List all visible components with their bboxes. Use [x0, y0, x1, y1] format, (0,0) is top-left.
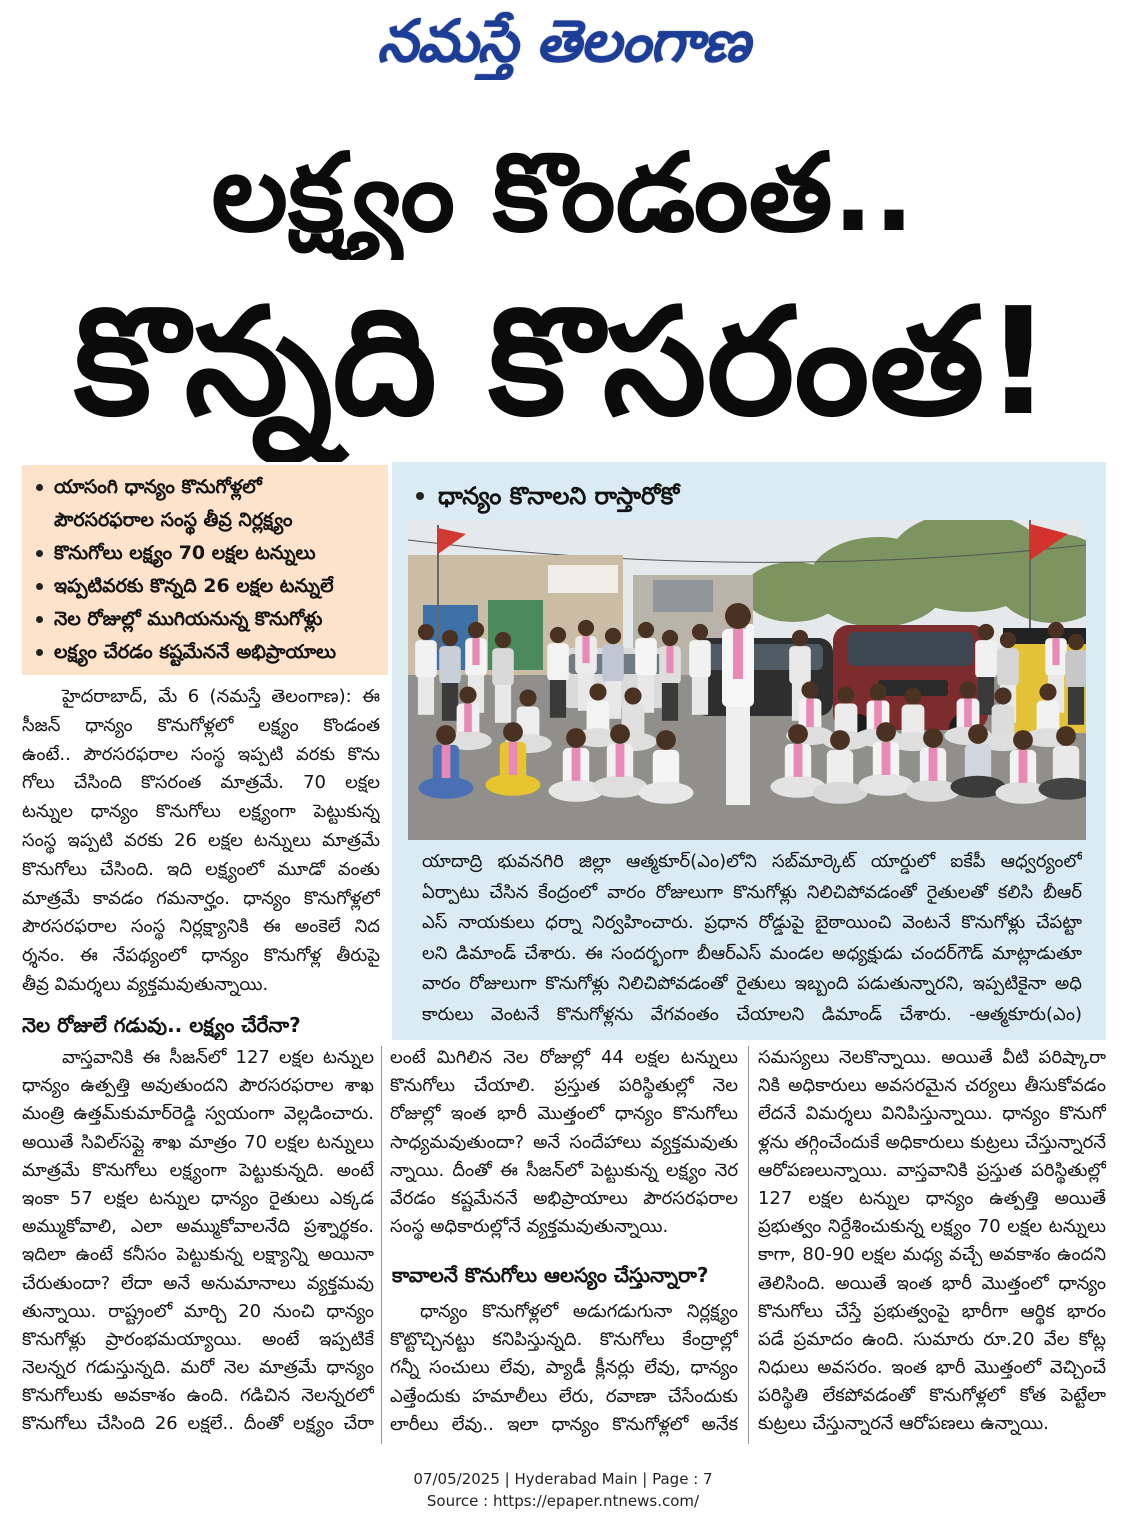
body-line: గోలు చేసింది కొసరంత మాత్రమే. 70 లక్షల: [22, 772, 380, 794]
body-line: ధాన్యం కొనుగోళ్లలో అడుగడుగునా నిర్లక్ష్యం: [420, 1301, 738, 1322]
photo-person-head: [519, 689, 536, 706]
body-line: న్నాయి. దీంతో ఈ సీజన్‌లో పెట్టుకున్న లక్ష్యం నెర: [390, 1159, 738, 1181]
photo-person-head: [566, 728, 586, 748]
body-line: 127 లక్షల టన్నుల ధాన్యం ఉత్పత్తి అయితే: [758, 1187, 1106, 1209]
photo-person-head: [792, 630, 808, 646]
footer-source: Source : https://epaper.ntnews.com/: [426, 1492, 700, 1510]
body-line: వేరడం కష్టమేననే అభిప్రాయాలు పౌరసరఫరాల: [390, 1187, 738, 1209]
photo-person-body: [689, 640, 711, 678]
body-line: కొనుగోలు చేస్తే ప్రభుత్వంపై భారీగా ఆర్థిక భారం: [758, 1300, 1106, 1322]
body-line: సాధ్యమవుతుందా? అనే సందేహాలు వ్యక్తమవుతు: [390, 1131, 738, 1153]
bullet-icon: [36, 484, 43, 491]
photo-person-head: [923, 728, 943, 748]
body-line: అయితే సివిల్‌సప్లై శాఖ మాత్రం 70 లక్షల టన్నులు: [22, 1131, 374, 1153]
photo-person-head: [436, 725, 456, 745]
photo-person-head: [959, 681, 976, 698]
photo-person-body: [415, 640, 437, 678]
photo-person-head: [495, 632, 511, 648]
body-line: ర్శనం. ఈ నేపథ్యంలో ధాన్యం కొనుగోళ్ల తీరుపై: [22, 945, 380, 967]
photo-person-scarf: [806, 699, 814, 728]
photo-person-scarf: [582, 636, 589, 663]
photo-person-lap: [859, 774, 914, 796]
photo-person-head: [788, 724, 808, 744]
highlight-text: యాసంగి ధాన్యం కొనుగోళ్లలో: [54, 476, 262, 498]
body-line: మంత్రి ఉత్తమ్‌కుమార్‌రెడ్డి స్వయంగా వెల్లడించారు.: [22, 1103, 374, 1125]
photo-person-legs: [550, 680, 566, 718]
body-line: టన్నుల ధాన్యం కొనుగోలు లక్ష్యంగా పెట్టుకున్న: [22, 801, 380, 823]
photo-speaker-arm: [746, 624, 754, 652]
photo-person-head: [550, 627, 566, 643]
photo-car-windshield: [848, 632, 973, 666]
photo-person-head: [830, 730, 850, 750]
photo-person-lap: [486, 774, 541, 796]
protest-photo: [408, 520, 1086, 840]
body-line: పరిస్థితి లేకపోవడంతో కొనుగోళ్లలో కోత పెట్టేలా: [758, 1385, 1106, 1407]
photo-person-head: [837, 686, 854, 703]
body-line: రోజుల్లో ఇంత భారీ మొత్తంలో ధాన్యం కొనుగోలు: [390, 1103, 738, 1125]
highlight-text: పౌరసరఫరాల సంస్థ తీవ్ర నిర్లక్ష్యం: [54, 509, 293, 531]
body-line: పడే ప్రమాదం ఉంది. సుమారు రూ.20 వేల కోట్ల: [758, 1328, 1106, 1350]
photo-person-body: [975, 640, 997, 678]
photo-person-scarf: [509, 742, 518, 775]
body-line: వాస్తవానికి ఈ సీజన్‌లో 127 లక్షల టన్నుల: [62, 1047, 374, 1068]
highlight-text: కొనుగోలు లక్ష్యం 70 లక్షల టన్నులు: [54, 542, 316, 564]
caption-line: యాదాద్రి భువనగిరి జిల్లా ఆత్మకూర్(ఎం)లోని సబ్‌మార్కెట్ యార్డులో ఐకేపీ ఆధ్వర్యంలో: [422, 851, 1082, 872]
body-line: కాగా, 80-90 లక్షల మధ్య వచ్చే అవకాశం ఉందని: [758, 1244, 1106, 1266]
body-line: ధాన్యం ఉత్పత్తి అవుతుందని పౌరసరఫరాల శాఖ: [22, 1075, 374, 1097]
photo-person-head: [589, 683, 606, 700]
photo-person-body: [635, 638, 657, 676]
caption-line: లని డిమాండ్ చేశారు. ఈ సందర్భంగా బీఆర్ఎస్ మండల అధ్యక్షుడు చందర్‌గౌడ్ మాట్లాడుతూ: [422, 942, 1082, 964]
body-line: కొనుగోళ్లు ప్రారంభమయ్యాయి. అంటే ఇప్పటికే: [22, 1328, 374, 1350]
body-line: తెలిసింది. అయితే ఇంత భారీ మొత్తంలో ధాన్యం: [758, 1272, 1106, 1294]
column-rule: [748, 1046, 749, 1444]
body-line: నిధులు అవసరం. ఇంత భారీ మొత్తంలో వెచ్చించే: [758, 1357, 1106, 1379]
photo-person-scarf: [882, 742, 891, 775]
body-line: కొనుగోలు చేయాలి. ప్రస్తుత పరిస్థితుల్లో నెల: [390, 1075, 738, 1097]
bullet-icon: [36, 583, 43, 590]
body-line: నెలన్నర గడుస్తున్నది. మరో నెల మాత్రమే ధాన్యం: [22, 1357, 374, 1379]
footer-edition-info: 07/05/2025 | Hyderabad Main | Page : 7: [413, 1470, 713, 1488]
photo-person-lap: [639, 782, 694, 804]
photo-person-head: [994, 687, 1011, 704]
photo-person-body: [997, 648, 1019, 686]
body-line: కొనుగోలు చేసింది. ఇది లక్ష్యంలో మూడో వంతు: [22, 858, 380, 880]
photo-person-head: [459, 686, 476, 703]
body-line: ఉంటే.. పౌరసరఫరాల సంస్థ ఇప్పటి వరకు కొను: [22, 743, 380, 765]
photo-shop-sign: [548, 565, 618, 593]
photo-person-body: [1065, 650, 1086, 688]
column-2-text: [390, 1044, 738, 1241]
photo-person-scarf: [572, 748, 581, 781]
photo-person-scarf: [1052, 638, 1059, 665]
bullet-icon: [36, 616, 43, 623]
highlights-box: [22, 465, 388, 675]
photo-box: [392, 462, 1106, 1040]
photo-person-head: [610, 724, 630, 744]
photo-person-legs: [1068, 687, 1084, 725]
photo-person-head: [1013, 730, 1033, 750]
column-2-section-text: [390, 1298, 738, 1439]
photo-person-legs: [662, 683, 678, 721]
caption-line: కారులు వెంటనే కొనుగోళ్లను వేగవంతం చేయాలని డిమాండ్ చేశారు. -ఆత్మకూరు(ఎం): [422, 1003, 1082, 1025]
photo-person-scarf: [464, 704, 472, 733]
body-line: సంస్థ ఇప్పటి వరకు 26 లక్షల టన్నులు మాత్రమే: [22, 829, 380, 851]
photo-speaker-scarf: [733, 629, 743, 679]
photo-person-legs: [442, 683, 458, 721]
body-line: ప్రభుత్వం నిర్దేశించుకున్న లక్ష్యం 70 లక్షల టన్నులు: [758, 1216, 1106, 1238]
body-line: ఆరోపణలున్నాయి. వాస్తవానికి ప్రస్తుత పరిస్థితుల్లో: [758, 1159, 1106, 1181]
body-line: అమ్ముకోవాలి, ఎలా అమ్ముకోవాలనేది ప్రశ్నార్థకం.: [22, 1216, 374, 1238]
photo-title-text: ధాన్యం కొనాలని రాస్తారోకో: [438, 482, 680, 510]
photo-person-scarf: [964, 699, 972, 728]
body-line: సంస్థ అధికారుల్లోనే వ్యక్తమవుతున్నాయి.: [390, 1216, 669, 1238]
photo-person-scarf: [616, 744, 625, 777]
photo-person-head: [662, 630, 678, 646]
body-line: ఇంకా 57 లక్షల టన్నుల ధాన్యం రైతులు ఎక్కడ: [22, 1187, 374, 1209]
photo-person-head: [876, 722, 896, 742]
body-line: మాత్రమే కావడం గమనార్హం. ధాన్యం కొనుగోళ్లలో: [22, 887, 380, 909]
photo-person-head: [968, 724, 988, 744]
column-3-text: [758, 1044, 1106, 1439]
body-line: పౌరసరఫరాల సంస్థ నిర్లక్ష్యానికి ఈ అంకెలే నిద: [22, 916, 380, 938]
photo-person-head: [578, 620, 594, 636]
photo-person-head: [801, 681, 818, 698]
bullet-icon: [36, 550, 43, 557]
body-line: హైదరాబాద్, మే 6 (నమస్తే తెలంగాణ): ఈ: [62, 686, 380, 707]
photo-person-head: [656, 730, 676, 750]
photo-person-head: [503, 722, 523, 742]
photo-person-lap: [419, 777, 474, 799]
bullet-icon: [36, 649, 43, 656]
body-line: కొనుగోలుకు అవకాశం ఉంది. గడిచిన నెలన్నరలో: [22, 1385, 374, 1407]
photo-person-head: [1048, 622, 1064, 638]
photo-speaker-legs: [726, 705, 750, 805]
photo-tree: [743, 562, 843, 622]
photo-person-head: [624, 687, 641, 704]
photo-person-body: [602, 644, 624, 682]
photo-person-legs: [418, 677, 434, 715]
body-line: నికి అధికారులు అవసరమైన చర్యలు తీసుకోవడం: [758, 1075, 1106, 1097]
photo-person-scarf: [442, 745, 451, 778]
photo-person-body: [492, 648, 514, 686]
photo-person-head: [1039, 683, 1056, 700]
photo-caption: [422, 847, 1082, 1031]
photo-person-legs: [495, 685, 511, 723]
photo-signboard: [653, 580, 713, 612]
highlight-item: [22, 603, 388, 636]
body-line: కొట్టొచ్చినట్టు కనిపిస్తున్నది. కొనుగోలు కేంద్రాల్లో: [390, 1329, 738, 1351]
body-line: చేరుతుందా? లేదా అనే అనుమానాలు వ్యక్తమవు: [22, 1272, 374, 1294]
headline-line-2: కొన్నది కొసరంత!: [73, 276, 1052, 448]
body-line: మాత్రమే కొనుగోలు లక్ష్యంగా పెట్టుకున్నది. అంటే: [22, 1159, 374, 1181]
caption-line: ఏర్పాటు చేసిన కేంద్రంలో వారం రోజులుగా కొనుగోళ్లు నిలిచిపోవడంతో రైతులతో కలిసి బీఆర్: [422, 881, 1082, 903]
photo-person-scarf: [472, 638, 479, 665]
highlight-item: [22, 471, 388, 537]
photo-person-body: [439, 646, 461, 684]
photo-person-head: [904, 687, 921, 704]
body-line: గన్నీ సంచులు లేవు, ప్యాడీ క్లీనర్లు లేవు, ధాన్యం: [390, 1357, 738, 1379]
bullet-icon: [416, 492, 424, 500]
highlight-text: ఇప్పటివరకు కొన్నది 26 లక్షల టన్నులే: [54, 575, 334, 597]
highlight-item: [22, 636, 388, 669]
photo-person-head: [1000, 632, 1016, 648]
photo-person-head: [869, 683, 886, 700]
caption-line: ఎస్ నాయకులు ధర్నా నిర్వహించారు. ప్రధాన రోడ్డుపై బైఠాయించి వెంటనే కొనుగోళ్లు చేపట్టా: [422, 912, 1082, 934]
highlight-item: [22, 570, 388, 603]
photo-person-head: [442, 630, 458, 646]
masthead-logo: నమస్తే తెలంగాణ: [377, 7, 749, 75]
photo-title: [408, 478, 1088, 514]
photo-person-head: [605, 628, 621, 644]
protest-photo-image: [408, 520, 1086, 840]
photo-person-head: [418, 624, 434, 640]
body-line: తీవ్ర విమర్శలు వ్యక్తమవుతున్నాయి.: [22, 973, 269, 995]
photo-person-head: [978, 624, 994, 640]
caption-line: వారం రోజులుగా కొనుగోళ్లు నిలిచిపోవడంతో రైతులు ఇబ్బంది పడుతున్నారని, ఇప్పటికైనా అధి: [422, 973, 1082, 995]
body-line: కుట్రలు చేస్తున్నారనే ఆరోపణలు ఉన్నాయి.: [758, 1413, 1049, 1435]
photo-person-scarf: [666, 646, 673, 673]
body-line: సమస్యలు నెలకొన్నాయి. అయితే వీటి పరిష్కారా: [758, 1047, 1106, 1068]
photo-person-scarf: [1019, 750, 1028, 783]
photo-person-head: [638, 622, 654, 638]
photo-person-head: [692, 624, 708, 640]
photo-person-head: [1068, 634, 1084, 650]
photo-person-body: [547, 643, 569, 681]
body-line: ఎత్తేందుకు హమాలీలు లేరు, రవాణా చేసేందుకు: [390, 1385, 738, 1407]
highlight-text: నెల రోజుల్లో ముగియనున్న కొనుగోళ్లు: [54, 608, 323, 630]
body-line: ళ్లను తగ్గించేందుకే అధికారులు కుట్రలు చేస్తున్నారనే: [758, 1131, 1106, 1153]
highlight-item: [22, 537, 388, 570]
photo-person-legs: [692, 677, 708, 715]
photo-person-head: [1056, 726, 1076, 746]
intro-paragraph: [22, 683, 380, 1000]
body-line: ఇదిలా ఉంటే కనీసం పెట్టుకున్న లక్ష్యాన్ని అయినా: [22, 1244, 374, 1266]
body-line: సీజన్ ధాన్యం కొనుగోళ్లలో లక్ష్యం కొండంత: [22, 714, 380, 736]
body-line: లేదనే విమర్శలు వినిపిస్తున్నాయి. ధాన్యం కొనుగో: [758, 1103, 1106, 1125]
body-line: లారీలు లేవు.. ఇలా ధాన్యం కొనుగోళ్లలో అనేక: [390, 1413, 738, 1435]
photo-speaker-head: [725, 603, 751, 629]
headline-line-1: లక్ష్యం కొండంత..: [211, 131, 915, 256]
body-line: లంటే మిగిలిన నెల రోజుల్లో 44 లక్షల టన్నులు: [390, 1047, 738, 1068]
photo-person-body: [789, 646, 811, 684]
photo-person-scarf: [929, 748, 938, 781]
photo-person-scarf: [794, 744, 803, 777]
column-1-text: [22, 1044, 374, 1439]
body-line: తున్నాయి. రాష్ట్రంలో మార్చి 20 నుంచి ధాన్యం: [22, 1300, 374, 1322]
subheading-delay: కావాలనే కొనుగోలు ఆలస్యం చేస్తున్నారా?: [392, 1263, 709, 1287]
subheading-deadline: నెల రోజులే గడువు.. లక్ష్యం చేరేనా?: [22, 1013, 301, 1037]
photo-person-head: [468, 622, 484, 638]
body-line: కొనుగోలు చేసింది 26 లక్షలే.. దీంతో లక్ష్యం చేరా: [22, 1413, 374, 1435]
column-rule: [381, 1046, 382, 1444]
highlight-text: లక్ష్యం చేరడం కష్టమేననే అభిప్రాయాలు: [54, 641, 337, 663]
